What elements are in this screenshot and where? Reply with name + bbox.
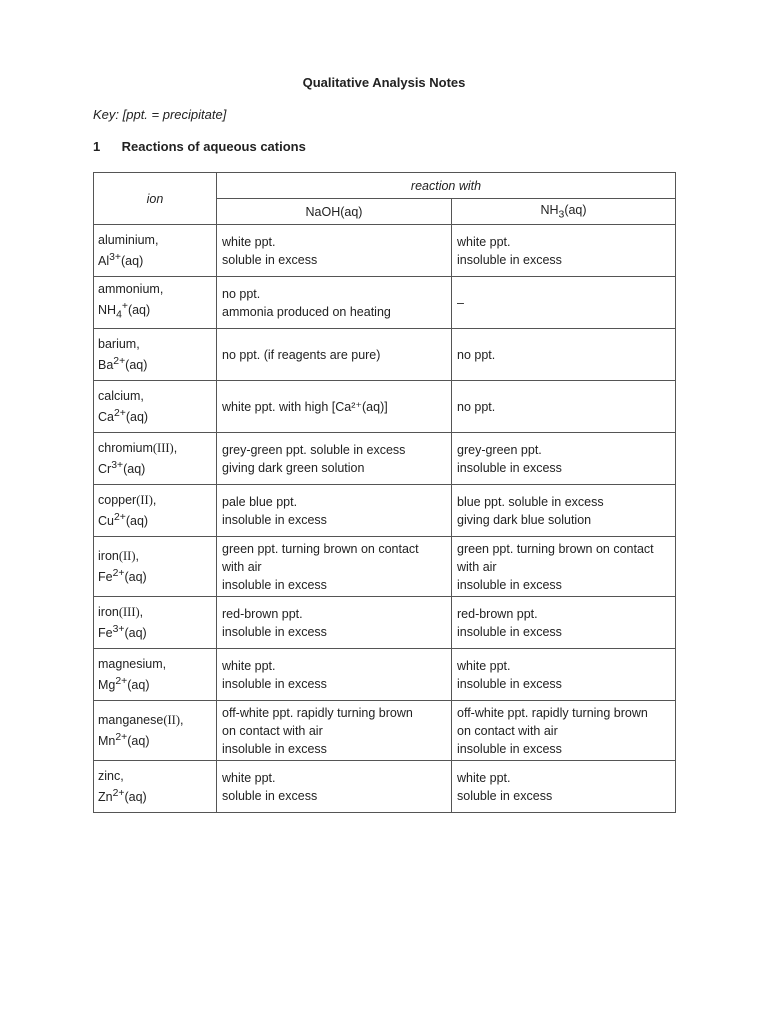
naoh-reaction-line: no ppt. (222, 286, 261, 301)
ion-name (98, 491, 211, 509)
nh3-reaction-cell (452, 381, 676, 433)
table-row (94, 329, 676, 381)
ion-formula (98, 353, 211, 374)
ion-name-text: manganese (98, 712, 164, 727)
nh3-reaction-cell (452, 277, 676, 329)
ion-symbol: NH (98, 303, 117, 318)
ion-state: (aq) (123, 462, 146, 477)
naoh-reaction-line: soluble in excess (222, 252, 318, 267)
naoh-reaction-cell (217, 485, 452, 537)
table-row (94, 649, 676, 701)
ion-cell (94, 485, 217, 537)
table-row (94, 277, 676, 329)
nh3-reaction-line: on contact with air (457, 723, 558, 738)
nh3-state: (aq) (564, 202, 587, 217)
ion-charge: 2+ (113, 355, 126, 367)
nh3-reaction-line: red-brown ppt. (457, 606, 538, 621)
ion-name-text: zinc, (98, 768, 124, 783)
ion-symbol: Ba (98, 358, 114, 373)
oxidation-state: (III) (118, 604, 140, 619)
ion-cell (94, 277, 217, 329)
ion-cell (94, 433, 217, 485)
naoh-reaction-line: insoluble in excess (222, 577, 327, 592)
ion-state: (aq) (127, 303, 151, 318)
naoh-reaction-cell (217, 381, 452, 433)
ion-symbol: Fe (98, 570, 113, 585)
naoh-reaction-line: white ppt. (222, 770, 276, 785)
ion-name-text: aluminium, (98, 232, 159, 247)
nh3-reaction-cell (452, 537, 676, 597)
nh3-reaction-cell (452, 485, 676, 537)
naoh-reaction-line: off-white ppt. rapidly turning brown (222, 705, 413, 720)
ion-state: (aq) (127, 734, 150, 749)
ion-symbol: Mn (98, 734, 116, 749)
nh3-label: NH (540, 202, 559, 217)
naoh-reaction-line: no ppt. (if reagents are pure) (222, 347, 381, 362)
nh3-reaction-line: insoluble in excess (457, 676, 562, 691)
ion-symbol: Cu (98, 514, 114, 529)
table-row (94, 537, 676, 597)
naoh-reaction-line: insoluble in excess (222, 512, 327, 527)
ion-name (98, 547, 211, 565)
naoh-reaction-line: insoluble in excess (222, 741, 327, 756)
naoh-reaction-cell (217, 649, 452, 701)
ion-symbol: Fe (98, 626, 113, 641)
naoh-reaction-cell (217, 597, 452, 649)
ion-name-comma: , (179, 712, 184, 727)
table-row (94, 381, 676, 433)
naoh-reaction-line: red-brown ppt. (222, 606, 303, 621)
ion-charge: 2+ (115, 731, 128, 743)
ion-name-text: ammonium, (98, 282, 164, 297)
cation-reactions-table (93, 172, 676, 813)
nh3-reaction-line: insoluble in excess (457, 577, 562, 592)
ion-name-text: barium, (98, 336, 140, 351)
ion-symbol: Zn (98, 790, 113, 805)
ion-subscript: 4 (116, 309, 122, 321)
naoh-reaction-line: giving dark green solution (222, 460, 365, 475)
ion-charge: 2+ (113, 407, 126, 419)
ion-formula (98, 673, 211, 694)
nh3-reaction-line: no ppt. (457, 399, 496, 414)
ion-name-text: calcium, (98, 388, 144, 403)
ion-name-text: magnesium, (98, 656, 167, 671)
ion-name (98, 387, 211, 405)
naoh-reaction-line: on contact with air (222, 723, 323, 738)
naoh-reaction-line: white ppt. (222, 658, 276, 673)
ion-name (98, 767, 211, 785)
oxidation-state: (III) (152, 440, 174, 455)
nh3-reaction-line: white ppt. (457, 770, 511, 785)
table-row (94, 485, 676, 537)
ion-name-comma: , (139, 604, 144, 619)
naoh-reaction-line: green ppt. turning brown on contact (222, 541, 419, 556)
table-row (94, 225, 676, 277)
ion-symbol: Al (98, 254, 110, 269)
oxidation-state: (II) (163, 712, 180, 727)
nh3-reaction-line: soluble in excess (457, 788, 553, 803)
ion-state: (aq) (124, 790, 147, 805)
nh3-reaction-line: insoluble in excess (457, 741, 562, 756)
ion-name (98, 603, 211, 621)
oxidation-state: (II) (136, 492, 153, 507)
ion-charge: 3+ (112, 623, 125, 635)
ion-state: (aq) (127, 678, 150, 693)
ion-cell (94, 537, 217, 597)
ion-charge: 2+ (112, 567, 125, 579)
nh3-reaction-line: insoluble in excess (457, 252, 562, 267)
nh3-reaction-cell (452, 597, 676, 649)
nh3-reaction-line: white ppt. (457, 234, 511, 249)
nh3-reaction-cell (452, 649, 676, 701)
naoh-reaction-cell (217, 537, 452, 597)
ion-name-comma: , (173, 440, 178, 455)
nh3-reaction-line: no ppt. (457, 347, 496, 362)
nh3-reaction-line: grey-green ppt. (457, 442, 542, 457)
ion-name (98, 231, 211, 249)
ion-formula (98, 249, 211, 270)
ion-charge: 3+ (111, 459, 124, 471)
section-number: 1 (93, 139, 101, 154)
ion-cell (94, 225, 217, 277)
nh3-reaction-line: white ppt. (457, 658, 511, 673)
naoh-reaction-line: with air (222, 559, 262, 574)
ion-charge: + (121, 301, 128, 313)
ion-formula (98, 729, 211, 750)
ion-formula (98, 621, 211, 642)
section-heading (93, 139, 306, 154)
naoh-column-header (217, 199, 452, 225)
ion-formula (98, 565, 211, 586)
nh3-reaction-cell (452, 225, 676, 277)
ion-cell (94, 381, 217, 433)
nh3-reaction-line: insoluble in excess (457, 624, 562, 639)
ion-formula (98, 785, 211, 806)
table-body (94, 225, 676, 813)
table-row (94, 761, 676, 813)
ion-cell (94, 701, 217, 761)
ion-column-header: ion (94, 173, 217, 225)
reaction-with-header: reaction with (217, 173, 676, 199)
naoh-reaction-line: white ppt. (222, 234, 276, 249)
nh3-reaction-cell (452, 329, 676, 381)
ion-formula (98, 405, 211, 426)
naoh-reaction-line: pale blue ppt. (222, 494, 298, 509)
ion-symbol: Cr (98, 462, 112, 477)
nh3-reaction-line: giving dark blue solution (457, 512, 592, 527)
ion-name-text: iron (98, 604, 119, 619)
naoh-reaction-line: insoluble in excess (222, 676, 327, 691)
ion-charge: 2+ (112, 787, 125, 799)
ion-state: (aq) (124, 570, 147, 585)
nh3-reaction-cell (452, 433, 676, 485)
nh3-reaction-cell (452, 701, 676, 761)
nh3-column-header (452, 199, 676, 225)
nh3-reaction-cell (452, 761, 676, 813)
naoh-reaction-cell (217, 701, 452, 761)
nh3-reaction-line: blue ppt. soluble in excess (457, 494, 604, 509)
nh3-reaction-line: off-white ppt. rapidly turning brown (457, 705, 648, 720)
ion-cell (94, 597, 217, 649)
page-title: Qualitative Analysis Notes (302, 75, 466, 90)
nh3-reaction-line: with air (457, 559, 497, 574)
ion-formula (98, 457, 211, 478)
table-row (94, 433, 676, 485)
ion-state: (aq) (125, 410, 149, 425)
ion-charge: 2+ (113, 511, 126, 523)
ion-name (98, 335, 211, 353)
ion-charge: 2+ (115, 675, 128, 687)
ion-name-text: copper (98, 492, 137, 507)
ion-formula (98, 509, 211, 530)
naoh-reaction-line: soluble in excess (222, 788, 318, 803)
naoh-reaction-line: grey-green ppt. soluble in excess (222, 442, 406, 457)
ion-formula (98, 298, 211, 325)
naoh-reaction-cell (217, 225, 452, 277)
naoh-reaction-cell (217, 329, 452, 381)
ion-name-comma: , (152, 492, 157, 507)
naoh-reaction-cell (217, 433, 452, 485)
table-row (94, 597, 676, 649)
nh3-reaction-line: insoluble in excess (457, 460, 562, 475)
ion-cell (94, 761, 217, 813)
ion-state: (aq) (125, 358, 148, 373)
ion-symbol: Mg (98, 678, 116, 693)
naoh-reaction-cell (217, 277, 452, 329)
ion-name-comma: , (135, 548, 139, 563)
naoh-reaction-line: white ppt. with high [Ca²⁺(aq)] (222, 399, 388, 414)
nh3-reaction-line: – (457, 295, 464, 310)
ion-cell (94, 649, 217, 701)
ion-name (98, 439, 211, 457)
ion-name (98, 711, 211, 729)
ion-state: (aq) (121, 254, 144, 269)
nh3-reaction-line: green ppt. turning brown on contact (457, 541, 654, 556)
ion-name-text: iron (98, 548, 119, 563)
table-row (94, 701, 676, 761)
ion-charge: 3+ (109, 251, 121, 263)
ion-state: (aq) (125, 514, 149, 529)
naoh-reaction-cell (217, 761, 452, 813)
ion-name-text: chromium (98, 440, 153, 455)
nh3-subscript: 3 (558, 209, 565, 221)
naoh-reaction-line: ammonia produced on heating (222, 304, 391, 319)
ion-cell (94, 329, 217, 381)
ion-name (98, 280, 211, 298)
key-note: Key: [ppt. = precipitate] (93, 107, 227, 122)
ion-name (98, 655, 211, 673)
oxidation-state: (II) (118, 548, 136, 563)
naoh-reaction-line: insoluble in excess (222, 624, 327, 639)
section-title: Reactions of aqueous cations (121, 139, 306, 154)
naoh-label: NaOH(aq) (305, 204, 363, 219)
ion-symbol: Ca (98, 410, 114, 425)
ion-state: (aq) (124, 626, 147, 641)
